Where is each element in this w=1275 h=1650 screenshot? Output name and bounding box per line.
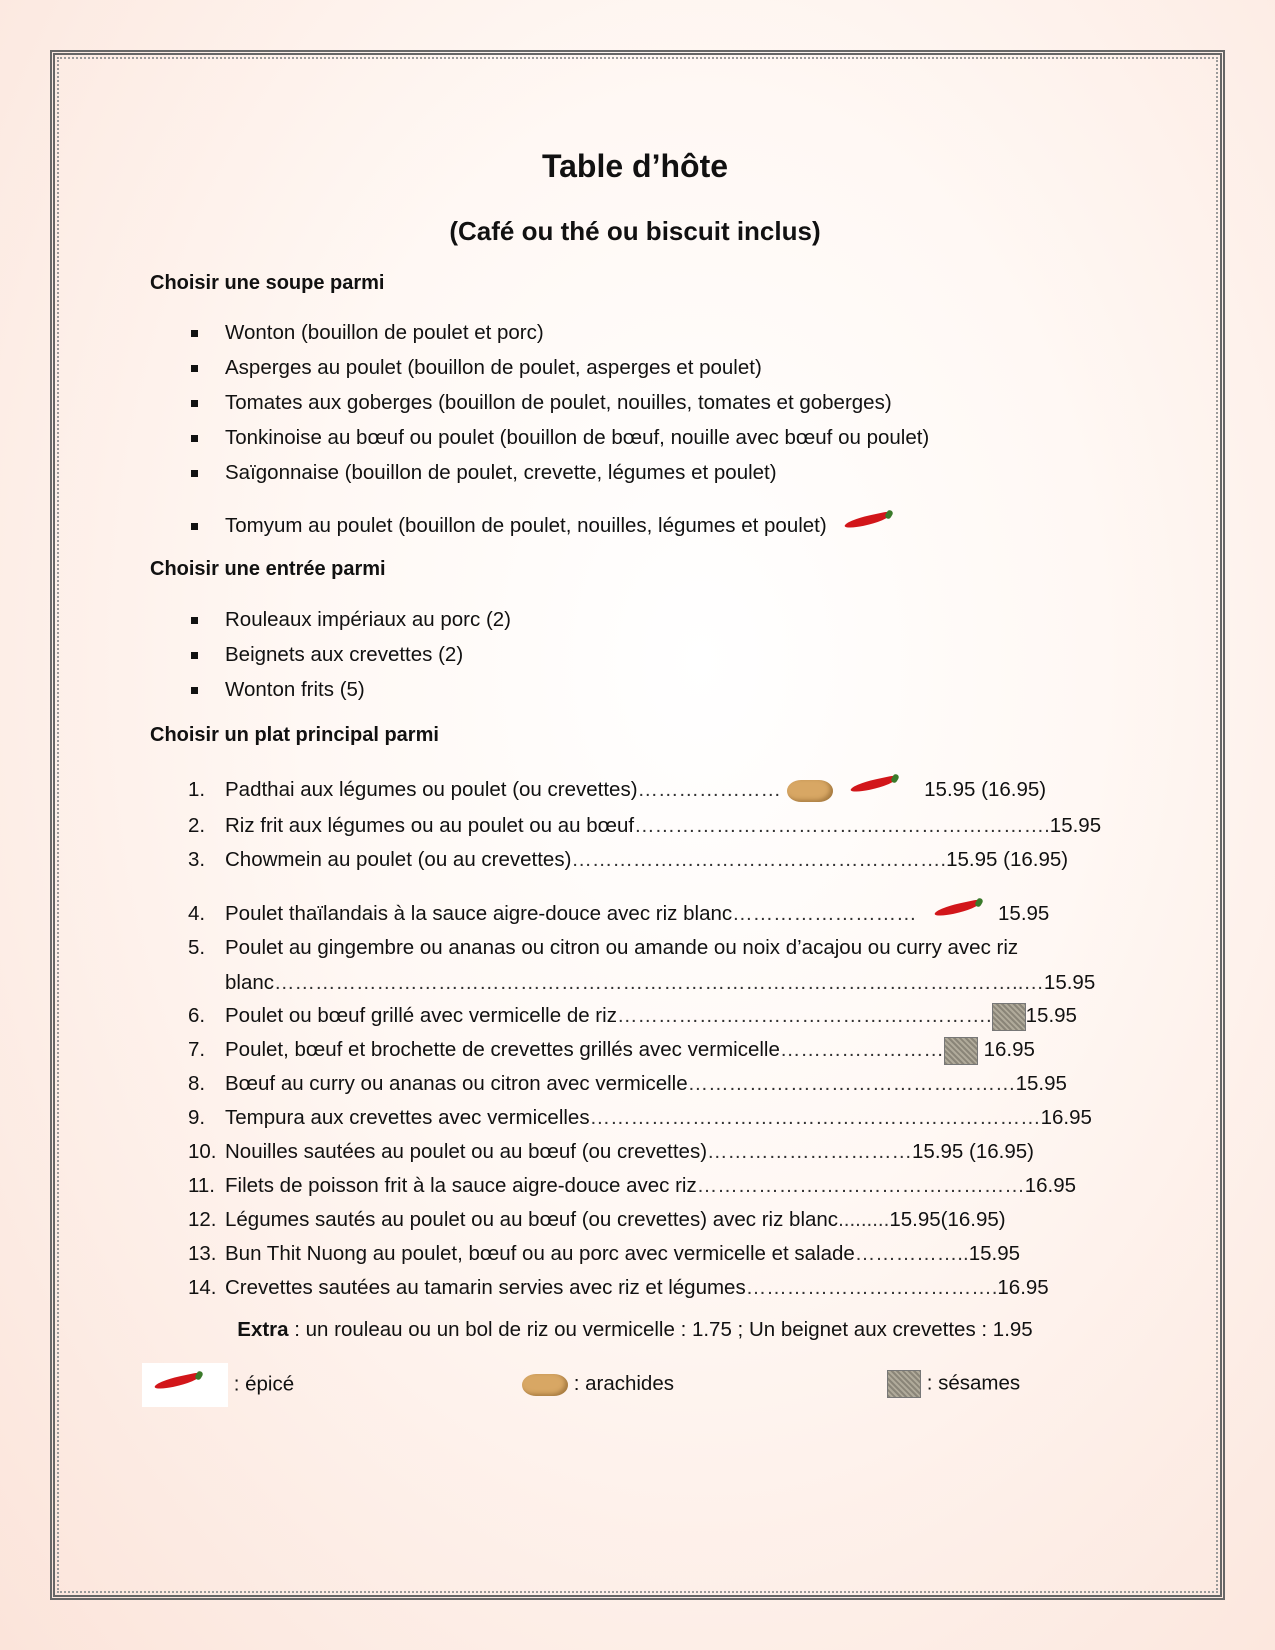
dot-leader: …………………	[637, 778, 782, 801]
entree-label: Wonton frits (5)	[225, 678, 365, 701]
item-number: 3.	[188, 848, 206, 871]
soup-label: Tonkinoise au bœuf ou poulet (bouillon de bœuf, nouille avec bœuf ou poulet)	[225, 426, 930, 449]
sesame-icon	[992, 1003, 1026, 1031]
soup-label: Wonton (bouillon de poulet et porc)	[225, 321, 544, 344]
dish-name: Poulet ou bœuf grillé avec vermicelle de riz	[225, 1004, 617, 1027]
extra-text: : un rouleau ou un bol de riz ou vermicelle : 1.75 ; Un beignet aux crevettes : 1.95	[288, 1318, 1033, 1341]
item-number: 11.	[188, 1174, 215, 1197]
sesame-icon	[944, 1037, 978, 1065]
item-number: 2.	[188, 814, 206, 837]
dish-price: 15.95	[1049, 814, 1102, 837]
dish-price: 15.95 (16.95)	[912, 1140, 1034, 1163]
list-item	[150, 637, 1120, 672]
dish-price: 15.95(16.95)	[889, 1208, 1006, 1231]
dish-price: 15.95	[1015, 1072, 1067, 1095]
soups-list	[150, 315, 1120, 543]
extra-line	[150, 1318, 1120, 1342]
dish-name: Bœuf au curry ou ananas ou citron avec vermicelle	[225, 1072, 688, 1095]
legend-label: : arachides	[573, 1372, 674, 1395]
dot-leader: …………………………………………	[696, 1174, 1025, 1197]
dish-name: Riz frit aux légumes ou au poulet ou au bœuf	[225, 814, 635, 837]
soup-label: Tomyum au poulet (bouillon de poulet, nouilles, légumes et poulet)	[225, 514, 827, 537]
soup-label: Saïgonnaise (bouillon de poulet, crevette, légumes et poulet)	[225, 461, 777, 484]
dish-name: Chowmein au poulet (ou au crevettes)	[225, 848, 572, 871]
soup-label: Asperges au poulet (bouillon de poulet, asperges et poulet)	[225, 356, 762, 379]
dish-name: Bun Thit Nuong au poulet, bœuf ou au porc avec vermicelle et salade	[225, 1242, 855, 1265]
dot-leader: ……………………	[779, 1038, 944, 1061]
legend-sesame	[887, 1370, 1020, 1398]
dish-name: Poulet, bœuf et brochette de crevettes grillés avec vermicelle	[225, 1038, 780, 1061]
list-item	[150, 808, 1120, 842]
dot-leader: …………………………	[707, 1140, 913, 1163]
dot-leader: …………………………………………	[687, 1072, 1016, 1095]
list-item	[150, 998, 1120, 1032]
dish-name: Nouilles sautées au poulet ou au bœuf (ou crevettes)	[225, 1140, 708, 1163]
dish-price: 16.95	[983, 1038, 1035, 1061]
dish-price: 15.95	[998, 902, 1050, 925]
dish-price: 16.95	[1024, 1174, 1077, 1197]
extra-label: Extra	[237, 1318, 289, 1341]
entrees-list	[150, 602, 1120, 707]
list-item	[150, 1100, 1120, 1134]
list-item	[150, 455, 1120, 490]
item-number: 1.	[188, 778, 206, 801]
mains-heading: Choisir un plat principal parmi	[150, 724, 439, 746]
entree-label: Rouleaux impériaux au porc (2)	[225, 608, 511, 631]
item-number: 13.	[188, 1242, 217, 1265]
list-item	[150, 1032, 1120, 1066]
dish-price: 15.95	[1043, 971, 1096, 994]
dish-name: Tempura aux crevettes avec vermicelles	[225, 1106, 590, 1129]
item-number: 6.	[188, 1004, 206, 1027]
dish-price: 15.95 (16.95)	[924, 778, 1047, 801]
page-subtitle: (Café ou thé ou biscuit inclus)	[449, 216, 821, 246]
mains-list	[150, 772, 1120, 1304]
item-number: 12.	[188, 1208, 217, 1231]
dish-name: Crevettes sautées au tamarin servies avec riz et légumes	[225, 1276, 746, 1299]
dot-leader: …………………………………………………………	[589, 1106, 1041, 1129]
chili-pepper-icon	[922, 890, 992, 924]
item-number: 9.	[188, 1106, 206, 1129]
list-item	[150, 1168, 1120, 1202]
item-number: 7.	[188, 1038, 206, 1061]
sesame-icon	[887, 1370, 921, 1398]
list-item	[150, 420, 1120, 455]
legend-label: : épicé	[233, 1372, 295, 1396]
dish-price: 15.95	[968, 1242, 1021, 1265]
list-item	[150, 602, 1120, 637]
dish-name: Légumes sautés au poulet ou au bœuf (ou crevettes) avec riz blanc	[225, 1208, 839, 1231]
list-item	[150, 1134, 1120, 1168]
legend-peanut	[522, 1372, 674, 1396]
dish-name: Poulet thaïlandais à la sauce aigre-douce avec riz blanc	[225, 902, 733, 925]
list-item	[150, 930, 1120, 998]
dish-price: 15.95	[1025, 1004, 1077, 1027]
list-item	[150, 385, 1120, 420]
chili-pepper-icon	[832, 502, 902, 536]
list-item	[150, 896, 1120, 930]
dish-name: Poulet au gingembre ou ananas ou citron ou amande ou noix d’acajou ou curry avec riz	[225, 936, 1019, 959]
list-item	[150, 1270, 1120, 1304]
dot-leader: .........	[838, 1208, 890, 1231]
list-item	[150, 1066, 1120, 1100]
dish-name: Filets de poisson frit à la sauce aigre-douce avec riz	[225, 1174, 697, 1197]
soup-label: Tomates aux goberges (bouillon de poulet, nouilles, tomates et goberges)	[225, 391, 892, 414]
chili-pepper-icon	[838, 766, 908, 800]
dish-price: 15.95 (16.95)	[946, 848, 1069, 871]
list-item	[150, 508, 1120, 543]
chili-pepper-icon	[142, 1363, 228, 1407]
item-number: 5.	[188, 936, 206, 959]
legend-label: : sésames	[926, 1371, 1021, 1395]
dot-leader: …………………………………………………….	[634, 814, 1050, 837]
dish-price: 16.95	[1040, 1106, 1092, 1129]
list-item	[150, 1202, 1120, 1236]
entree-label: Beignets aux crevettes (2)	[225, 643, 464, 666]
item-number: 8.	[188, 1072, 206, 1095]
dot-leader: ……………………………………………….	[616, 1004, 992, 1027]
dot-leader: ……………………………….	[745, 1276, 998, 1299]
item-number: 10.	[188, 1140, 217, 1163]
list-item	[150, 350, 1120, 385]
dot-leader: ……………………………………………….	[571, 848, 947, 871]
peanut-icon	[522, 1374, 568, 1396]
list-item	[150, 842, 1120, 896]
dish-price: 16.95	[997, 1276, 1049, 1299]
legend-spicy	[142, 1363, 294, 1407]
item-number: 4.	[188, 902, 206, 925]
list-item	[150, 1236, 1120, 1270]
dot-leader: ………………………………………………………………………………………………..…	[274, 971, 1044, 994]
dish-name-continued: blanc	[225, 971, 275, 994]
soups-heading: Choisir une soupe parmi	[150, 272, 385, 294]
dish-name: Padthai aux légumes ou poulet (ou crevettes)	[225, 778, 638, 801]
dot-leader: ………………………	[732, 902, 917, 925]
page-title: Table d’hôte	[541, 148, 729, 184]
entrees-heading: Choisir une entrée parmi	[150, 558, 386, 580]
list-item	[150, 772, 1120, 808]
peanut-icon	[787, 780, 833, 802]
dot-leader: ……………..	[854, 1242, 969, 1265]
item-number: 14.	[188, 1276, 217, 1299]
list-item	[150, 672, 1120, 707]
list-item	[150, 315, 1120, 350]
